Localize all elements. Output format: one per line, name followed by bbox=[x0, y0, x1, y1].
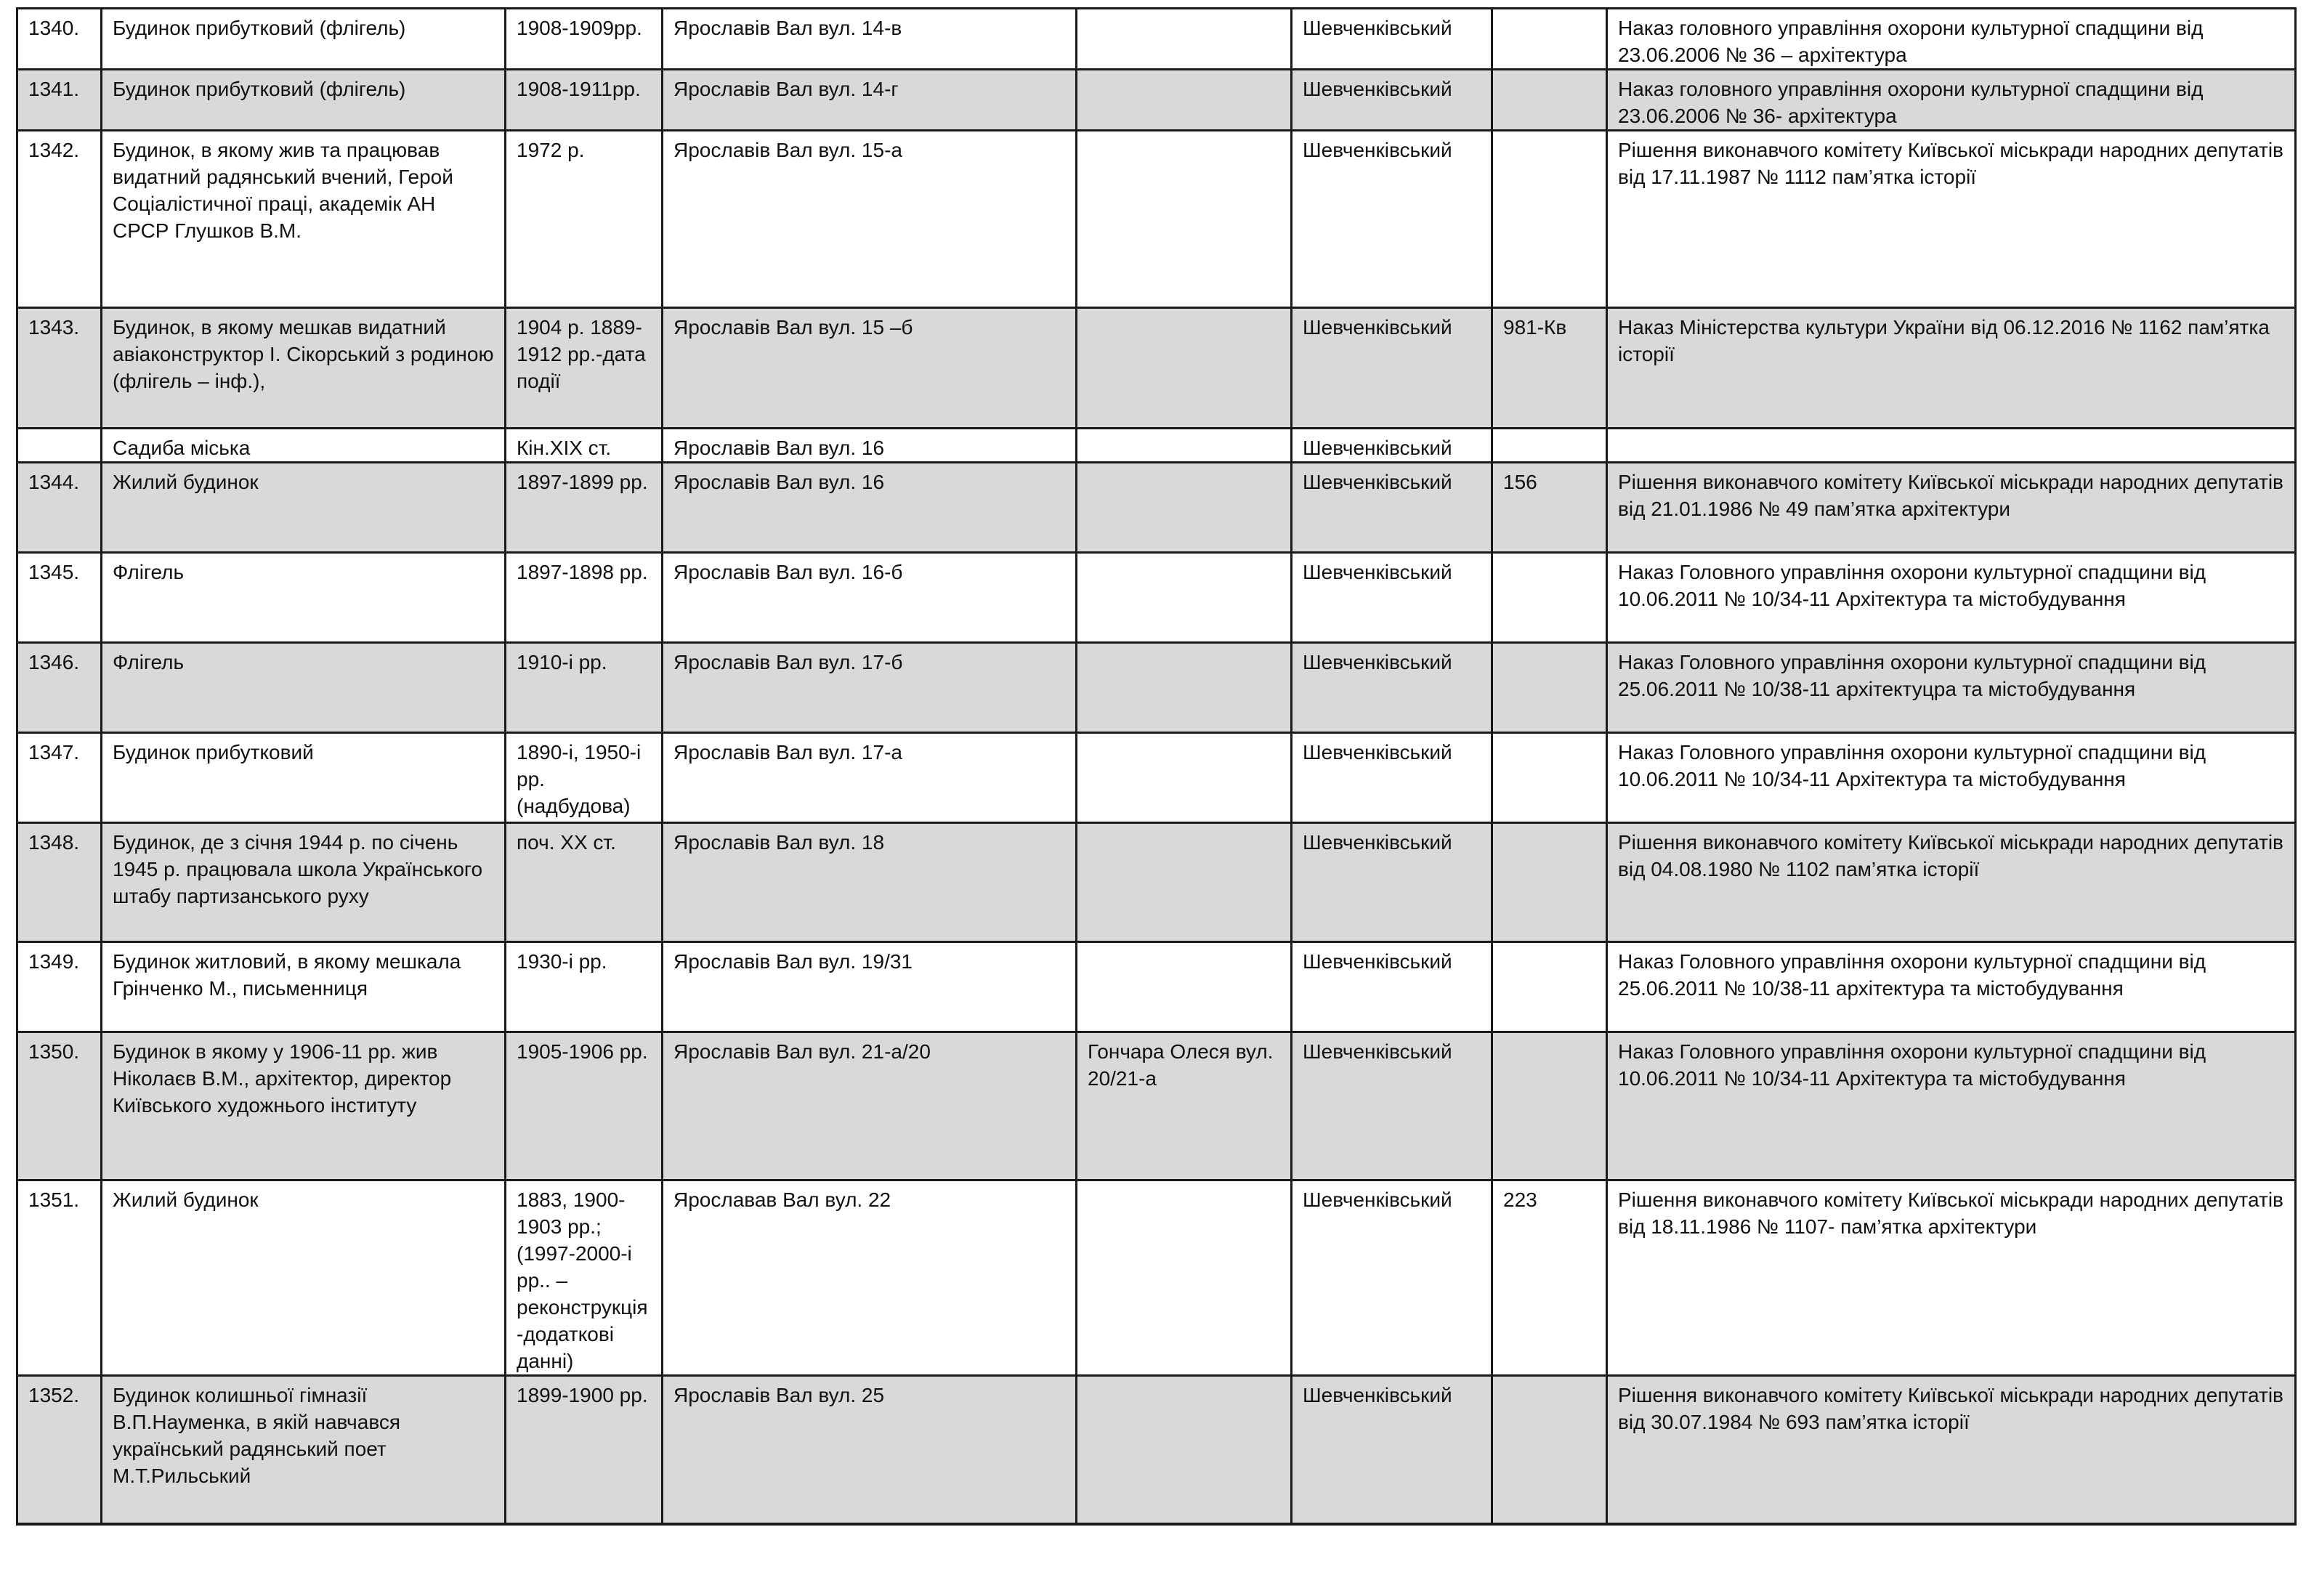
object-name: Жилий будинок bbox=[102, 463, 506, 553]
object-address: Ярославів Вал вул. 17-а bbox=[663, 733, 1077, 823]
object-document: Рішення виконавчого комітету Київської міськради народних депутатів від 04.08.1980 № 1102 пам’ятка історії bbox=[1607, 823, 2296, 942]
object-alt-address bbox=[1077, 131, 1292, 308]
object-name: Будинок житловий, в якому мешкала Грінченко М., письменниця bbox=[102, 942, 506, 1032]
object-document: Рішення виконавчого комітету Київської міськради народних депутатів від 21.01.1986 № 49 пам’ятка архітектури bbox=[1607, 463, 2296, 553]
object-address: Ярославів Вал вул. 18 bbox=[663, 823, 1077, 942]
object-reg-number bbox=[1492, 553, 1607, 643]
object-date: поч. ХХ ст. bbox=[506, 823, 663, 942]
object-alt-address bbox=[1077, 308, 1292, 429]
object-date: 1890-і, 1950-і рр. (надбудова) bbox=[506, 733, 663, 823]
object-document: Наказ головного управління охорони культурної спадщини від 23.06.2006 № 36- архітектура bbox=[1607, 70, 2296, 131]
object-document: Рішення виконавчого комітету Київської міськради народних депутатів від 30.07.1984 № 693 пам’ятка історії bbox=[1607, 1376, 2296, 1524]
object-date: Кін.ХІХ ст. bbox=[506, 429, 663, 463]
object-name: Будинок прибутковий (флігель) bbox=[102, 9, 506, 70]
row-number: 1345. bbox=[17, 553, 102, 643]
object-date: 1897-1899 рр. bbox=[506, 463, 663, 553]
object-document bbox=[1607, 429, 2296, 463]
row-number: 1351. bbox=[17, 1180, 102, 1376]
object-name: Будинок прибутковий (флігель) bbox=[102, 70, 506, 131]
object-address: Ярославів Вал вул. 19/31 bbox=[663, 942, 1077, 1032]
table-row bbox=[17, 463, 2296, 553]
object-document: Наказ Міністерства культури України від 06.12.2016 № 1162 пам’ятка історії bbox=[1607, 308, 2296, 429]
object-district: Шевченківський bbox=[1292, 1180, 1492, 1376]
object-date: 1908-1909рр. bbox=[506, 9, 663, 70]
object-address: Ярославів Вал вул. 15-а bbox=[663, 131, 1077, 308]
object-date: 1904 р. 1889-1912 рр.-дата події bbox=[506, 308, 663, 429]
object-reg-number bbox=[1492, 1376, 1607, 1524]
object-date: 1908-1911рр. bbox=[506, 70, 663, 131]
object-address: Ярославів Вал вул. 14-в bbox=[663, 9, 1077, 70]
object-alt-address bbox=[1077, 553, 1292, 643]
table-row bbox=[17, 131, 2296, 308]
object-reg-number bbox=[1492, 733, 1607, 823]
object-name: Будинок колишньої гімназії В.П.Науменка, в якій навчався український радянський поет М.Т.Рильський bbox=[102, 1376, 506, 1524]
object-address: Ярославів Вал вул. 15 –б bbox=[663, 308, 1077, 429]
object-address: Ярославів Вал вул. 17-б bbox=[663, 643, 1077, 733]
object-date: 1905-1906 рр. bbox=[506, 1032, 663, 1180]
object-district: Шевченківський bbox=[1292, 308, 1492, 429]
row-number: 1348. bbox=[17, 823, 102, 942]
object-address: Ярославів Вал вул. 16-б bbox=[663, 553, 1077, 643]
object-reg-number bbox=[1492, 9, 1607, 70]
object-name: Садиба міська bbox=[102, 429, 506, 463]
object-name: Будинок, в якому мешкав видатний авіаконструктор І. Сікорський з родиною (флігель – інф.), bbox=[102, 308, 506, 429]
table-row bbox=[17, 553, 2296, 643]
object-document: Наказ Головного управління охорони культурної спадщини від 25.06.2011 № 10/38-11 архітектура та містобудування bbox=[1607, 942, 2296, 1032]
object-reg-number bbox=[1492, 429, 1607, 463]
object-alt-address: Гончара Олеся вул. 20/21-а bbox=[1077, 1032, 1292, 1180]
table-row bbox=[17, 308, 2296, 429]
object-district: Шевченківський bbox=[1292, 70, 1492, 131]
table-row bbox=[17, 1376, 2296, 1524]
object-name: Будинок, де з січня 1944 р. по січень 1945 р. працювала школа Українського штабу партизанського руху bbox=[102, 823, 506, 942]
object-address: Ярославів Вал вул. 16 bbox=[663, 429, 1077, 463]
object-reg-number bbox=[1492, 823, 1607, 942]
object-alt-address bbox=[1077, 643, 1292, 733]
row-number: 1349. bbox=[17, 942, 102, 1032]
object-district: Шевченківський bbox=[1292, 643, 1492, 733]
object-name: Жилий будинок bbox=[102, 1180, 506, 1376]
object-reg-number bbox=[1492, 131, 1607, 308]
object-alt-address bbox=[1077, 9, 1292, 70]
object-reg-number: 981-Кв bbox=[1492, 308, 1607, 429]
object-address: Ярославів Вал вул. 16 bbox=[663, 463, 1077, 553]
object-reg-number: 223 bbox=[1492, 1180, 1607, 1376]
object-date: 1897-1898 рр. bbox=[506, 553, 663, 643]
object-district: Шевченківський bbox=[1292, 823, 1492, 942]
object-alt-address bbox=[1077, 942, 1292, 1032]
object-alt-address bbox=[1077, 823, 1292, 942]
table-row bbox=[17, 1032, 2296, 1180]
object-date: 1899-1900 рр. bbox=[506, 1376, 663, 1524]
object-district: Шевченківський bbox=[1292, 9, 1492, 70]
object-date: 1930-і рр. bbox=[506, 942, 663, 1032]
row-number: 1350. bbox=[17, 1032, 102, 1180]
object-district: Шевченківський bbox=[1292, 553, 1492, 643]
object-district: Шевченківський bbox=[1292, 733, 1492, 823]
object-name: Будинок прибутковий bbox=[102, 733, 506, 823]
object-district: Шевченківський bbox=[1292, 429, 1492, 463]
object-district: Шевченківський bbox=[1292, 1376, 1492, 1524]
row-number: 1352. bbox=[17, 1376, 102, 1524]
object-document: Рішення виконавчого комітету Київської міськради народних депутатів від 17.11.1987 № 1112 пам’ятка історії bbox=[1607, 131, 2296, 308]
object-reg-number bbox=[1492, 70, 1607, 131]
row-number: 1347. bbox=[17, 733, 102, 823]
row-number: 1344. bbox=[17, 463, 102, 553]
table-row bbox=[17, 643, 2296, 733]
row-number: 1343. bbox=[17, 308, 102, 429]
table-row bbox=[17, 1180, 2296, 1376]
table-row bbox=[17, 823, 2296, 942]
table-row bbox=[17, 733, 2296, 823]
object-reg-number: 156 bbox=[1492, 463, 1607, 553]
object-alt-address bbox=[1077, 70, 1292, 131]
object-reg-number bbox=[1492, 643, 1607, 733]
object-reg-number bbox=[1492, 1032, 1607, 1180]
object-date: 1883, 1900-1903 рр.; (1997-2000-і рр.. – реконструкція-додаткові данні) bbox=[506, 1180, 663, 1376]
row-number: 1346. bbox=[17, 643, 102, 733]
object-document: Наказ Головного управління охорони культурної спадщини від 10.06.2011 № 10/34-11 Архітектура та містобудування bbox=[1607, 1032, 2296, 1180]
object-alt-address bbox=[1077, 429, 1292, 463]
row-number: 1341. bbox=[17, 70, 102, 131]
object-name: Флігель bbox=[102, 553, 506, 643]
object-alt-address bbox=[1077, 463, 1292, 553]
object-document: Наказ Головного управління охорони культурної спадщини від 10.06.2011 № 10/34-11 Архітектура та містобудування bbox=[1607, 553, 2296, 643]
object-name: Флігель bbox=[102, 643, 506, 733]
row-number: 1342. bbox=[17, 131, 102, 308]
heritage-registry-table bbox=[16, 7, 2297, 1526]
object-address: Ярославів Вал вул. 14-г bbox=[663, 70, 1077, 131]
table-row bbox=[17, 70, 2296, 131]
table-row bbox=[17, 9, 2296, 70]
object-district: Шевченківський bbox=[1292, 131, 1492, 308]
object-document: Наказ головного управління охорони культурної спадщини від 23.06.2006 № 36 – архітектура bbox=[1607, 9, 2296, 70]
object-name: Будинок в якому у 1906-11 рр. жив Ніколаєв В.М., архітектор, директор Київського художнього інституту bbox=[102, 1032, 506, 1180]
object-document: Наказ Головного управління охорони культурної спадщини від 25.06.2011 № 10/38-11 архітектуцра та містобудування bbox=[1607, 643, 2296, 733]
object-document: Рішення виконавчого комітету Київської міськради народних депутатів від 18.11.1986 № 1107- пам’ятка архітектури bbox=[1607, 1180, 2296, 1376]
row-number: 1340. bbox=[17, 9, 102, 70]
object-address: Ярославав Вал вул. 22 bbox=[663, 1180, 1077, 1376]
object-reg-number bbox=[1492, 942, 1607, 1032]
object-document: Наказ Головного управління охорони культурної спадщини від 10.06.2011 № 10/34-11 Архітектура та містобудування bbox=[1607, 733, 2296, 823]
object-address: Ярославів Вал вул. 21-а/20 bbox=[663, 1032, 1077, 1180]
object-date: 1972 р. bbox=[506, 131, 663, 308]
object-alt-address bbox=[1077, 733, 1292, 823]
object-date: 1910-і рр. bbox=[506, 643, 663, 733]
row-number bbox=[17, 429, 102, 463]
table-row bbox=[17, 942, 2296, 1032]
object-alt-address bbox=[1077, 1376, 1292, 1524]
object-address: Ярославів Вал вул. 25 bbox=[663, 1376, 1077, 1524]
object-district: Шевченківський bbox=[1292, 942, 1492, 1032]
object-alt-address bbox=[1077, 1180, 1292, 1376]
table-row bbox=[17, 429, 2296, 463]
object-district: Шевченківський bbox=[1292, 1032, 1492, 1180]
object-district: Шевченківський bbox=[1292, 463, 1492, 553]
object-name: Будинок, в якому жив та працював видатний радянський вчений, Герой Соціалістичної праці, академік АН СРСР Глушков В.М. bbox=[102, 131, 506, 308]
